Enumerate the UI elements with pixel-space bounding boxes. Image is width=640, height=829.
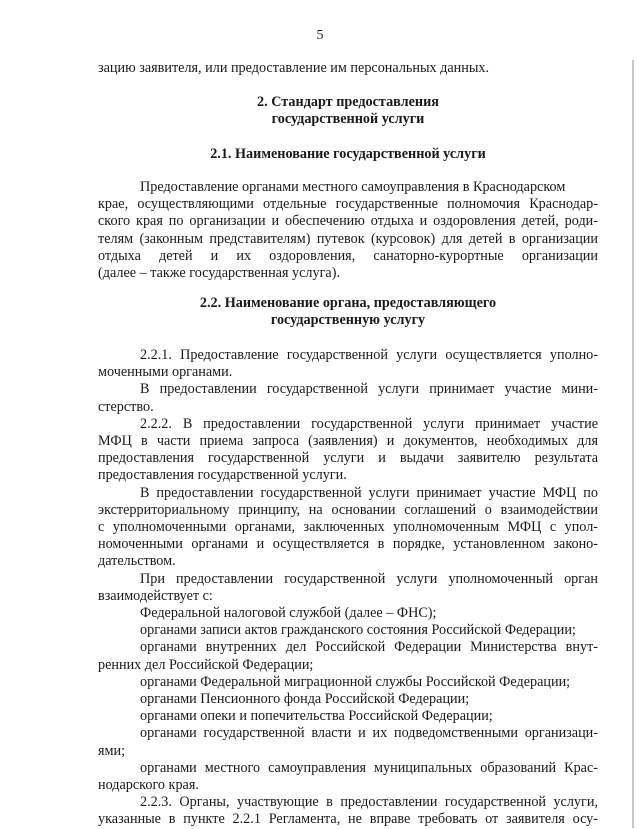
text-line: моченными органами. [98, 364, 233, 381]
text-line: органами записи актов гражданского состояния Российской Федерации; [140, 622, 576, 639]
text-line: МФЦ в части приема запроса (заявления) и документов, необходимых для [98, 433, 598, 450]
text-line: телям (законным представителям) путевок (курсовок) для детей в организации [98, 230, 598, 247]
text-line: ренних дел Российской Федерации; [98, 656, 314, 673]
text-line: указанные в пункте 2.2.1 Регламента, не вправе требовать от заявителя осу- [98, 811, 598, 828]
text-line: При предоставлении государственной услуги уполномоченный орган [140, 570, 598, 587]
text-line: дательством. [98, 553, 176, 570]
text-line: предоставления государственной услуги. [98, 467, 347, 484]
scan-edge-shadow [632, 60, 634, 828]
text-line: В предоставлении государственной услуги принимает участие МФЦ по [140, 484, 598, 501]
text-line: органами Пенсионного фонда Российской Федерации; [140, 691, 470, 708]
text-line: органами опеки и попечительства Российской Федерации; [140, 708, 493, 725]
text-line: нодарского края. [98, 777, 199, 794]
section-2-1-heading [98, 146, 598, 163]
text-line: взаимодействует с: [98, 587, 213, 604]
page-number: 5 [316, 28, 324, 43]
text-line: органами государственной власти и их подведомственными организаци- [140, 725, 598, 742]
text-line: (далее – также государственная услуга). [98, 265, 340, 282]
heading-line: 2.2. Наименование органа, предоставляющего [199, 295, 497, 311]
text-line: 2.2.2. В предоставлении государственной услуги принимает участие [140, 415, 598, 432]
text-line: ями; [98, 742, 126, 759]
text-line: 2.2.3. Органы, участвующие в предоставлении государственной услуги, [140, 794, 598, 811]
text-line: ского края по организации и обеспечению отдыха и оздоровления детей, роди- [98, 213, 598, 230]
text-line: с уполномоченными органами, заключенных уполномоченным МФЦ с упол- [98, 519, 598, 536]
text-line: номоченными органами и осуществляется в порядке, установленном законо- [98, 536, 598, 553]
text-line: предоставления государственной услуги и выдачи заявителю результата [98, 450, 598, 467]
heading-line: государственной услуги [271, 111, 425, 128]
text-line: Федеральной налоговой службой (далее – ФНС); [140, 605, 437, 622]
heading-line: 2. Стандарт предоставления [257, 94, 439, 110]
text-line: отдыха детей и их оздоровления, санаторно-курортные организации [98, 247, 598, 264]
text-line: органами внутренних дел Российской Федерации Министерства внут- [140, 639, 598, 656]
heading-line: государственную услугу [270, 312, 426, 329]
text-line: органами местного самоуправления муниципальных образований Крас- [140, 759, 598, 776]
text-line: крае, осуществляющими отдельные государственные полномочия Краснодар- [98, 196, 598, 213]
text-line: зацию заявителя, или предоставление им персональных данных. [98, 60, 490, 76]
section-2-2-body [98, 347, 598, 829]
text-line: Предоставление органами местного самоуправления в Краснодарском [140, 179, 566, 195]
section-2-heading [98, 94, 598, 128]
text-line: органами Федеральной миграционной службы Российской Федерации; [140, 673, 571, 690]
section-2-2-heading [98, 295, 598, 329]
text-line: В предоставлении государственной услуги принимает участие мини- [140, 381, 598, 398]
text-line: 2.2.1. Предоставление государственной услуги осуществляется уполно- [140, 347, 598, 363]
text-line: стерство. [98, 398, 154, 415]
lead-text [98, 60, 598, 77]
heading-line: 2.1. Наименование государственной услуги [210, 146, 486, 162]
text-line: экстерриториальному принципу, на основании соглашений о взаимодействии [98, 501, 598, 518]
section-2-1-paragraph [98, 179, 598, 282]
